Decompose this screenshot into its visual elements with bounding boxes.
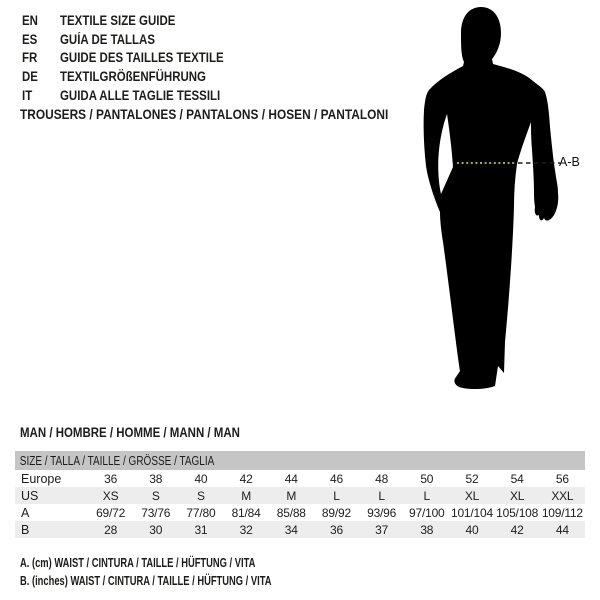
- language-label: TEXTILE SIZE GUIDE: [60, 13, 176, 28]
- table-cell: 77/80: [186, 505, 216, 520]
- table-cell: 42: [495, 521, 540, 538]
- table-cell: 85/88: [276, 505, 306, 520]
- table-cell: 54: [510, 471, 524, 486]
- table-cell: 38: [404, 521, 449, 538]
- table-cell: 56: [555, 471, 569, 486]
- table-cell: 97/100: [409, 505, 445, 520]
- language-row-de: [22, 68, 253, 87]
- table-cell: XL: [449, 487, 494, 504]
- size-table: [15, 451, 585, 538]
- table-row-europe: [15, 470, 585, 487]
- language-label: TEXTILGRÖßENFÜHRUNG: [60, 69, 206, 85]
- table-cell: 40: [194, 471, 208, 486]
- language-code: FR: [22, 50, 38, 66]
- table-cell: L: [404, 487, 449, 504]
- language-list: [22, 12, 253, 106]
- language-code: EN: [22, 13, 38, 28]
- section-heading-man: MAN / HOMBRE / HOMME / MANN / MAN: [20, 425, 240, 440]
- table-cell: L: [359, 487, 404, 504]
- table-cell: 36: [104, 471, 118, 486]
- table-cell: S: [178, 487, 223, 504]
- table-cell: XS: [88, 487, 133, 504]
- table-cell: M: [269, 487, 314, 504]
- table-cell: 34: [269, 521, 314, 538]
- language-row-en: [22, 12, 253, 31]
- table-cell: 50: [420, 471, 434, 486]
- measure-notes: [20, 554, 369, 589]
- language-label: GUIDE DES TAILLES TEXTILE: [60, 50, 224, 66]
- table-cell: 89/92: [321, 505, 351, 520]
- table-cell: 28: [88, 521, 133, 538]
- row-label: US: [15, 487, 88, 504]
- language-row-fr: [22, 49, 253, 68]
- man-silhouette: [424, 7, 559, 389]
- table-cell: 36: [314, 521, 359, 538]
- table-cell: 52: [465, 471, 479, 486]
- table-row-us: [15, 487, 585, 504]
- table-cell: 105/108: [496, 505, 539, 520]
- table-cell: 30: [133, 521, 178, 538]
- size-table-grid: [15, 451, 585, 538]
- language-row-es: [22, 31, 253, 50]
- man-silhouette-figure: [390, 0, 590, 400]
- table-cell: 38: [149, 471, 163, 486]
- table-cell: 69/72: [96, 505, 126, 520]
- table-cell: 109/112: [541, 505, 583, 520]
- size-table-header-row: [15, 451, 585, 470]
- table-cell: XXL: [540, 487, 585, 504]
- table-cell: 73/76: [141, 505, 171, 520]
- table-cell: S: [133, 487, 178, 504]
- note-a-cm: A. (cm) WAIST / CINTURA / TAILLE / HÜFTUNG / VITA: [20, 555, 256, 570]
- language-code: DE: [22, 69, 38, 85]
- table-cell: M: [224, 487, 269, 504]
- language-code: ES: [22, 31, 38, 47]
- language-label: GUIDA ALLE TAGLIE TESSILI: [60, 87, 221, 103]
- waist-measure-label: A-B: [559, 155, 580, 169]
- table-cell: 44: [540, 521, 585, 538]
- table-row-b-inches: [15, 521, 585, 538]
- table-row-a-cm: [15, 504, 585, 521]
- language-row-it: [22, 87, 253, 106]
- note-b-inches: B. (inches) WAIST / CINTURA / TAILLE / HÜFTUNG / VITA: [20, 572, 272, 588]
- table-cell: 48: [375, 471, 389, 486]
- row-label: B: [15, 521, 88, 538]
- table-cell: 40: [449, 521, 494, 538]
- row-label: A: [21, 505, 30, 520]
- table-cell: 81/84: [231, 505, 261, 520]
- table-cell: 32: [224, 521, 269, 538]
- table-cell: XL: [495, 487, 540, 504]
- language-code: IT: [22, 87, 33, 103]
- table-cell: 31: [178, 521, 223, 538]
- table-cell: 101/104: [450, 505, 493, 520]
- language-label: GUÍA DE TALLAS: [60, 31, 155, 47]
- garment-heading: TROUSERS / PANTALONES / PANTALONS / HOSEN / PANTALONI: [20, 106, 389, 122]
- table-cell: 37: [359, 521, 404, 538]
- row-label: Europe: [21, 471, 62, 486]
- table-cell: 42: [239, 471, 253, 486]
- table-cell: 93/96: [367, 505, 397, 520]
- table-cell: 44: [284, 471, 298, 486]
- table-cell: L: [314, 487, 359, 504]
- table-cell: 46: [329, 471, 343, 486]
- size-table-header-cell: SIZE / TALLA / TAILLE / GRÖSSE / TAGLIA: [15, 451, 585, 470]
